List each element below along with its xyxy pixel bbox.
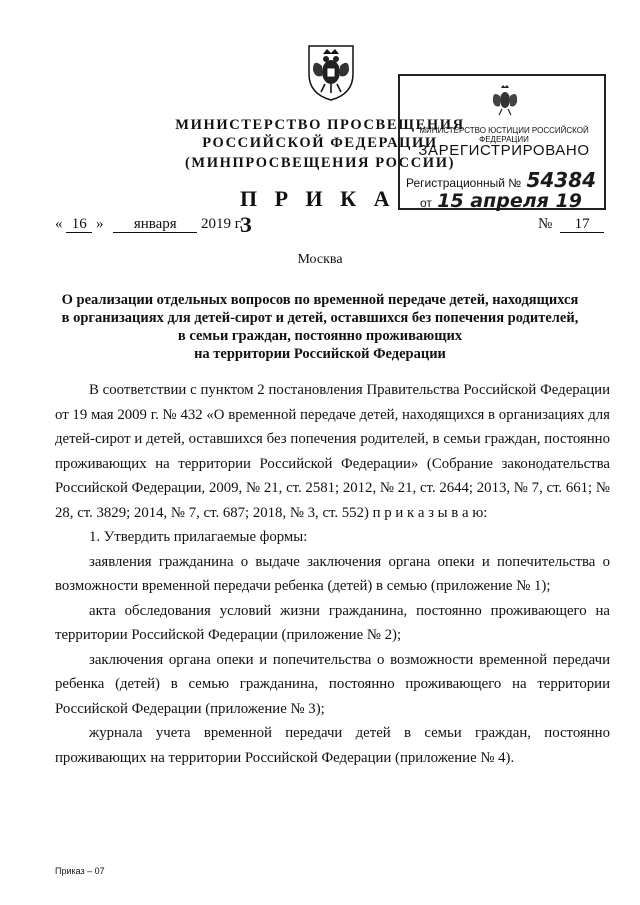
stamp-emblem-icon (488, 82, 522, 118)
date-month: января (113, 216, 197, 233)
form-item-4: журнала учета временной передачи детей в семьи граждан, постоянно проживающих на территории Российской Федерации (приложение № 4). (55, 725, 610, 766)
stamp-reg-number: 54384 (526, 168, 597, 192)
ministry-name-line3: (МИНПРОСВЕЩЕНИЯ РОССИИ) (185, 155, 455, 171)
stamp-status: ЗАРЕГИСТРИРОВАНО (418, 142, 590, 159)
ministry-name-line1: МИНИСТЕРСТВО ПРОСВЕЩЕНИЯ (175, 117, 465, 133)
form-item-2: акта обследования условий жизни гражданина, постоянно проживающего на территории Российской Федерации (приложение № 2); (55, 602, 610, 643)
order-number-label: № (538, 216, 553, 232)
stamp-from-label: от (420, 196, 432, 210)
stamp-date-line (420, 190, 605, 212)
date-year: 2019 г. (201, 216, 243, 232)
title-line1: О реализации отдельных вопросов по временной передаче детей, находящихся (61, 292, 579, 308)
form-item-1: заявления гражданина о выдаче заключения органа опеки и попечительства о возможности временной передачи ребенка (детей) в семью (приложение № 1); (55, 553, 610, 594)
coat-of-arms-icon (301, 40, 361, 102)
title-line3: в семьи граждан, постоянно проживающих (177, 328, 463, 344)
title-line2: в организациях для детей-сирот и детей, оставшихся без попечения родителей, (61, 310, 579, 326)
title-line4: на территории Российской Федерации (194, 346, 446, 362)
footer-code: Приказ – 07 (55, 866, 105, 876)
stamp-reg-label: Регистрационный № (406, 176, 522, 190)
intro-paragraph (55, 378, 610, 525)
order-body (55, 378, 610, 770)
order-number (538, 216, 608, 233)
date-close-quote: » (96, 216, 104, 232)
order-word: п р и к а з ы в а ю: (372, 504, 488, 521)
stamp-reg-date: 15 апреля 19 (437, 190, 582, 212)
city: Москва (297, 252, 343, 267)
order-number-value: 17 (560, 216, 604, 233)
item-1: 1. Утвердить прилагаемые формы: (89, 529, 308, 545)
stamp-organization: МИНИСТЕРСТВО ЮСТИЦИИ РОССИЙСКОЙ ФЕДЕРАЦИИ (419, 126, 589, 144)
stamp-reg-line (406, 168, 606, 192)
form-item-3: заключения органа опеки и попечительства о возможности временной передачи ребенка (детей) в семью гражданина, постоянно проживающего на территории Российской Федерации (приложение № 3); (55, 651, 610, 717)
date-open-quote: « (55, 216, 63, 232)
ministry-name-line2: РОССИЙСКОЙ ФЕДЕРАЦИИ (202, 135, 438, 151)
registration-stamp (398, 74, 606, 210)
order-date (55, 216, 285, 233)
date-day: 16 (66, 216, 92, 233)
intro-text: В соответствии с пунктом 2 постановления Правительства Российской Федерации от 19 мая 2009 г. № 432 «О временной передаче детей, находящихся в организациях для детей-сирот и детей, оставшихся без попечения родителей, в семьи граждан, постоянно проживающих на территории Российской Федерации» (Собрание законодательства Российской Федерации, 2009, № 21, ст. 2581; 2012, № 21, ст. 2644; 2013, № 7, ст. 661; № 28, ст. 3829; 2014, № 7, ст. 687; 2018, № 3, ст. 552) (55, 382, 610, 521)
document-type: П Р И К А З (240, 186, 396, 237)
